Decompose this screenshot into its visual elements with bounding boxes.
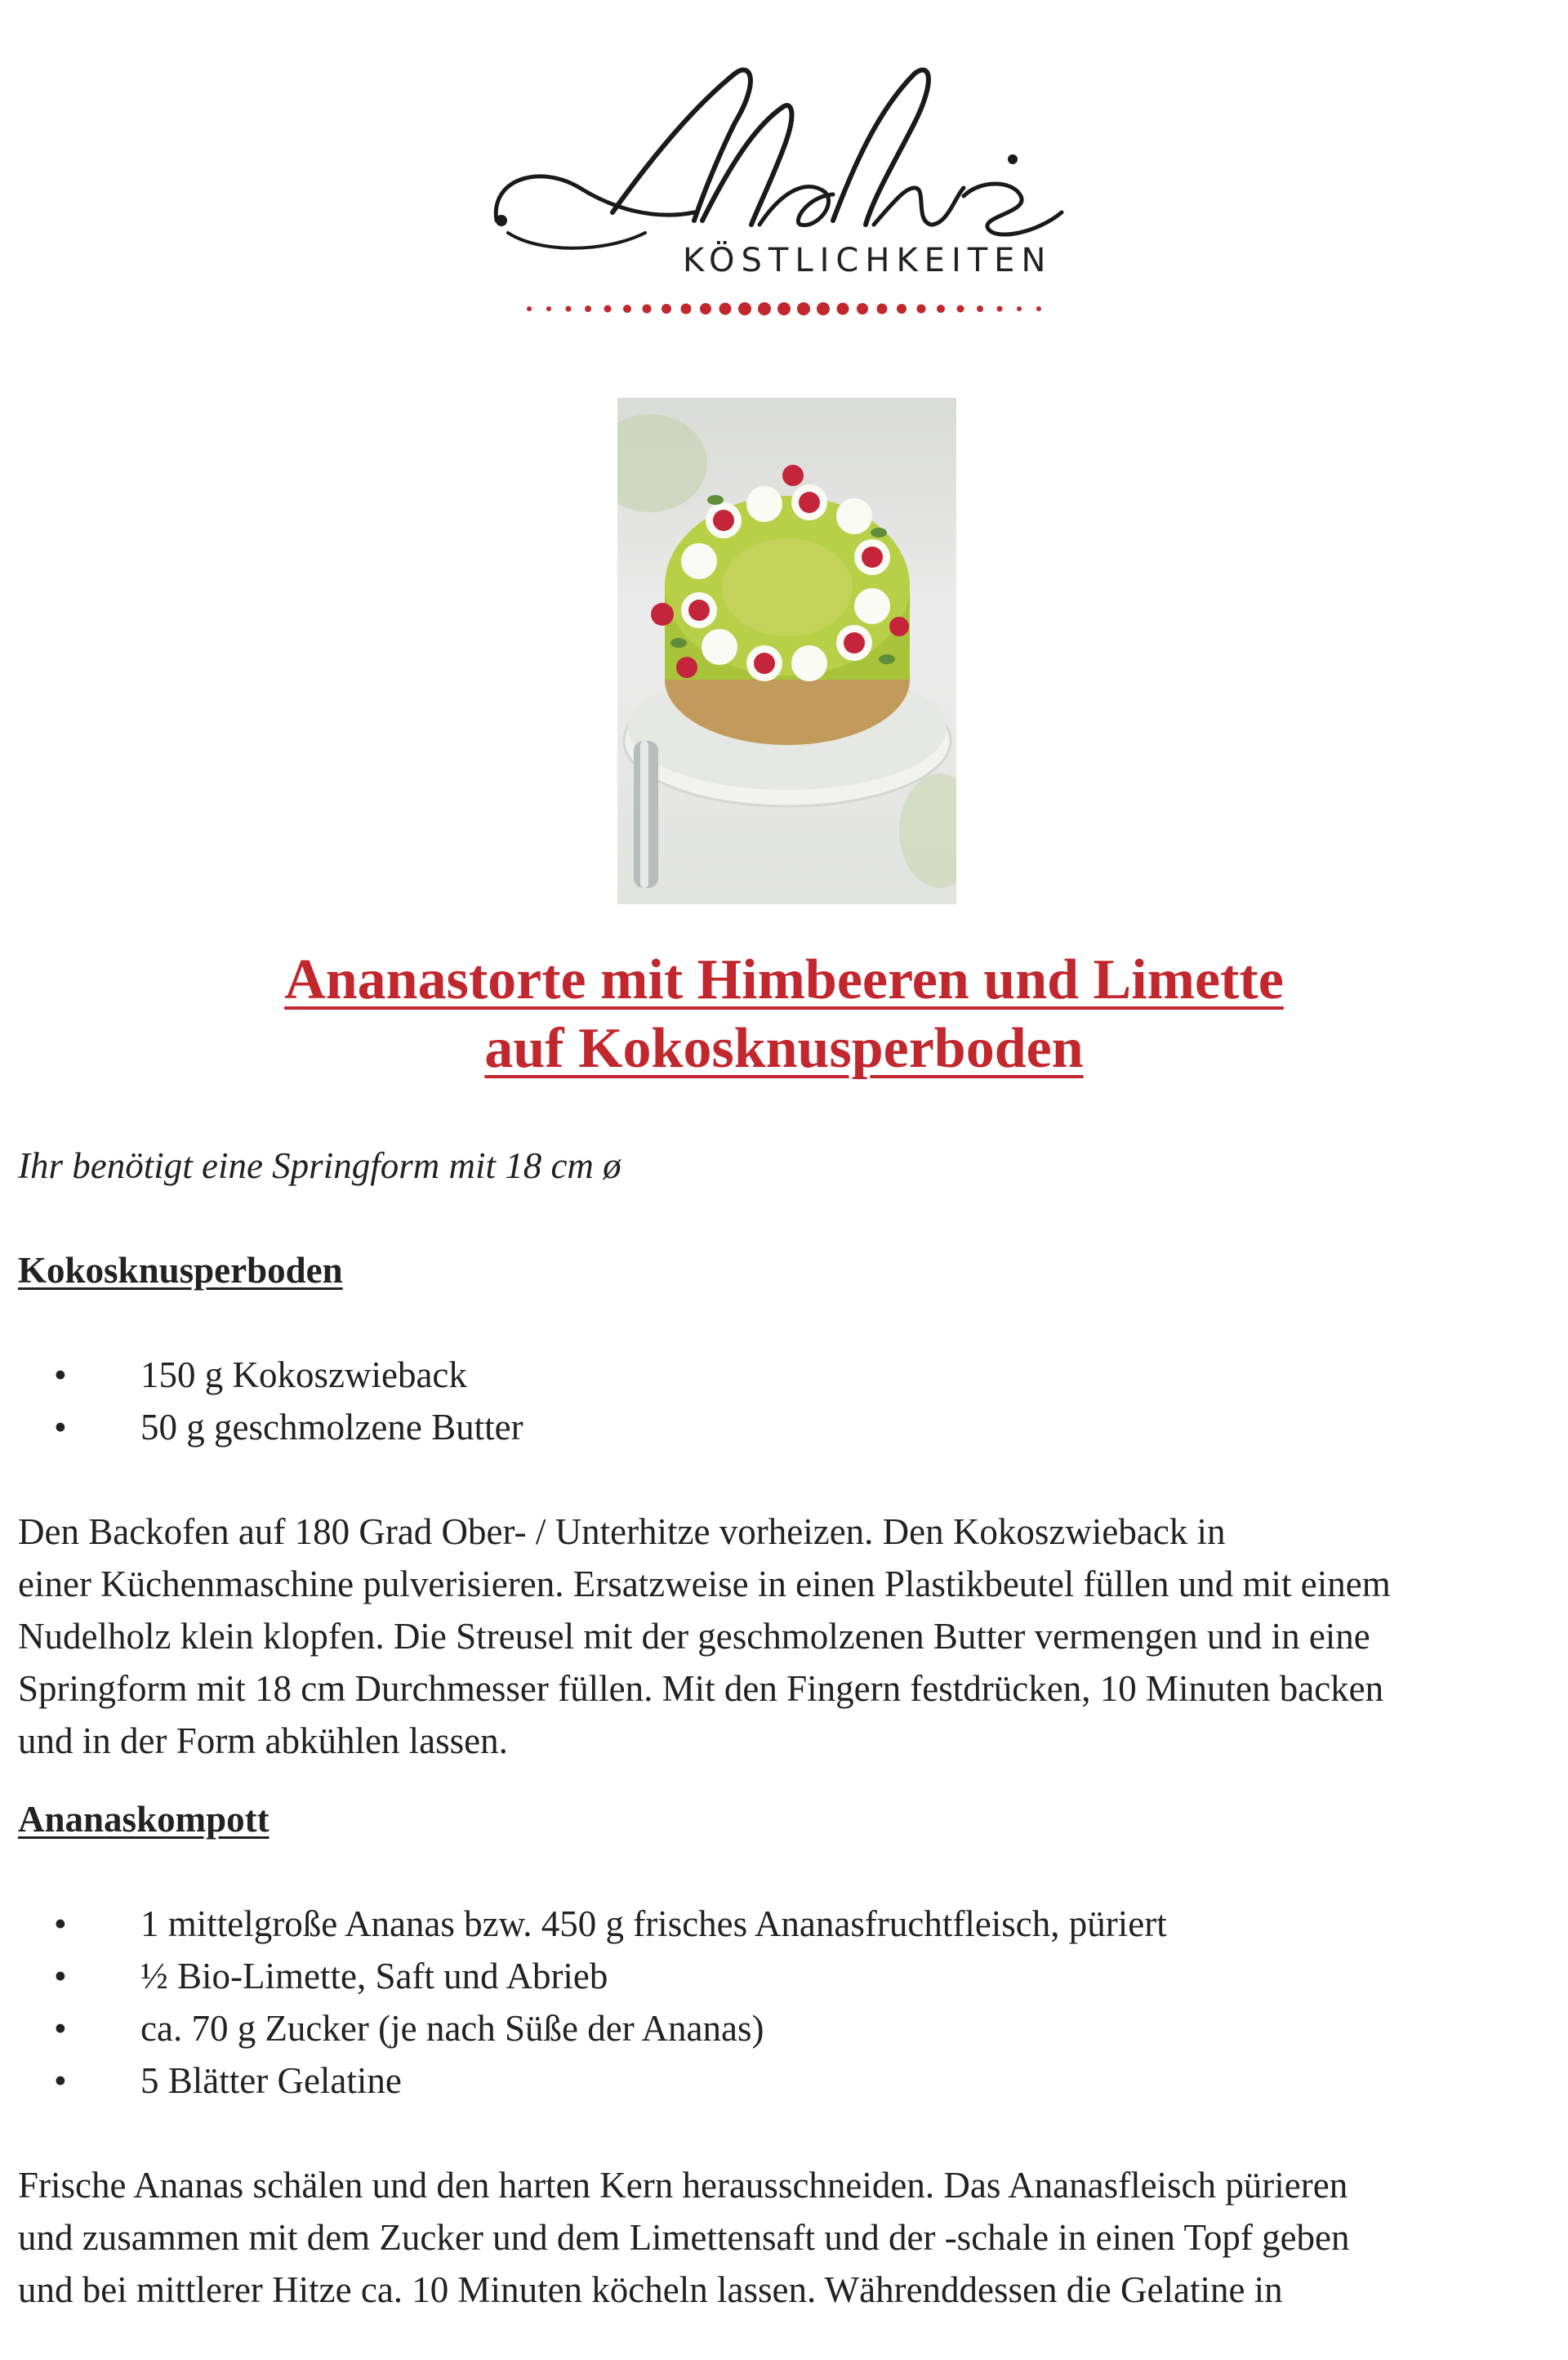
cake-photo bbox=[617, 398, 956, 904]
paragraph-line: einer Küchenmaschine pulverisieren. Ersatzweise in einen Plastikbeutel füllen und mit einem bbox=[18, 1564, 1391, 1604]
paragraph-line: Den Backofen auf 180 Grad Ober- / Unterhitze vorheizen. Den Kokoszwieback in bbox=[18, 1511, 1226, 1552]
ingredient-text: 50 g geschmolzene Butter bbox=[140, 1407, 523, 1448]
list-item bbox=[18, 1898, 1553, 1950]
bullet-icon: • bbox=[54, 1354, 67, 1395]
bullet-icon: • bbox=[54, 1956, 67, 1996]
list-item bbox=[18, 1349, 1553, 1401]
recipe-content bbox=[18, 1140, 1553, 2316]
instructions-ananaskompott bbox=[18, 2159, 1553, 2316]
paragraph-line: Springform mit 18 cm Durchmesser füllen. Mit den Fingern festdrücken, 10 Minuten backen bbox=[18, 1668, 1384, 1709]
paragraph-line: und zusammen mit dem Zucker und dem Limettensaft und der -schale in einen Topf geben bbox=[18, 2217, 1350, 2258]
ingredient-text: 150 g Kokoszwieback bbox=[140, 1354, 467, 1395]
bullet-icon: • bbox=[54, 1903, 67, 1944]
bullet-icon: • bbox=[54, 1407, 67, 1448]
brand-logo bbox=[490, 57, 1078, 327]
ingredient-text: ½ Bio-Limette, Saft und Abrieb bbox=[140, 1956, 608, 1996]
recipe-intro: Ihr benötigt eine Springform mit 18 cm ø bbox=[18, 1145, 621, 1186]
recipe-title-line-1: Ananastorte mit Himbeeren und Limette bbox=[284, 948, 1284, 1011]
bullet-icon: • bbox=[54, 2008, 67, 2049]
list-item bbox=[18, 2002, 1553, 2054]
instructions-kokosknusperboden bbox=[18, 1506, 1553, 1767]
section-heading-ananaskompott: Ananaskompott bbox=[18, 1799, 270, 1840]
ingredient-text: 1 mittelgroße Ananas bzw. 450 g frisches Ananasfruchtfleisch, püriert bbox=[140, 1903, 1167, 1944]
ingredient-list-kokosknusperboden bbox=[18, 1349, 1553, 1453]
section-heading-kokosknusperboden: Kokosknusperboden bbox=[18, 1250, 343, 1291]
ingredient-list-ananaskompott bbox=[18, 1898, 1553, 2107]
list-item bbox=[18, 1950, 1553, 2002]
bullet-icon: • bbox=[54, 2060, 67, 2101]
logo-subtitle: KÖSTLICHKEITEN bbox=[683, 242, 1053, 279]
recipe-title bbox=[0, 946, 1568, 1083]
paragraph-line: und bei mittlerer Hitze ca. 10 Minuten köcheln lassen. Währenddessen die Gelatine in bbox=[18, 2269, 1283, 2310]
cake-illustration-icon bbox=[617, 398, 956, 904]
paragraph-line: Nudelholz klein klopfen. Die Streusel mit der geschmolzenen Butter vermengen und in eine bbox=[18, 1616, 1370, 1657]
paragraph-line: Frische Ananas schälen und den harten Kern herausschneiden. Das Ananasfleisch pürieren bbox=[18, 2165, 1348, 2206]
recipe-title-line-2: auf Kokosknusperboden bbox=[484, 1017, 1084, 1080]
ingredient-text: 5 Blätter Gelatine bbox=[140, 2060, 402, 2101]
paragraph-line: und in der Form abkühlen lassen. bbox=[18, 1720, 508, 1761]
logo-script-icon bbox=[490, 57, 1078, 327]
ingredient-text: ca. 70 g Zucker (je nach Süße der Ananas) bbox=[140, 2008, 764, 2049]
list-item bbox=[18, 2054, 1553, 2107]
list-item bbox=[18, 1401, 1553, 1453]
